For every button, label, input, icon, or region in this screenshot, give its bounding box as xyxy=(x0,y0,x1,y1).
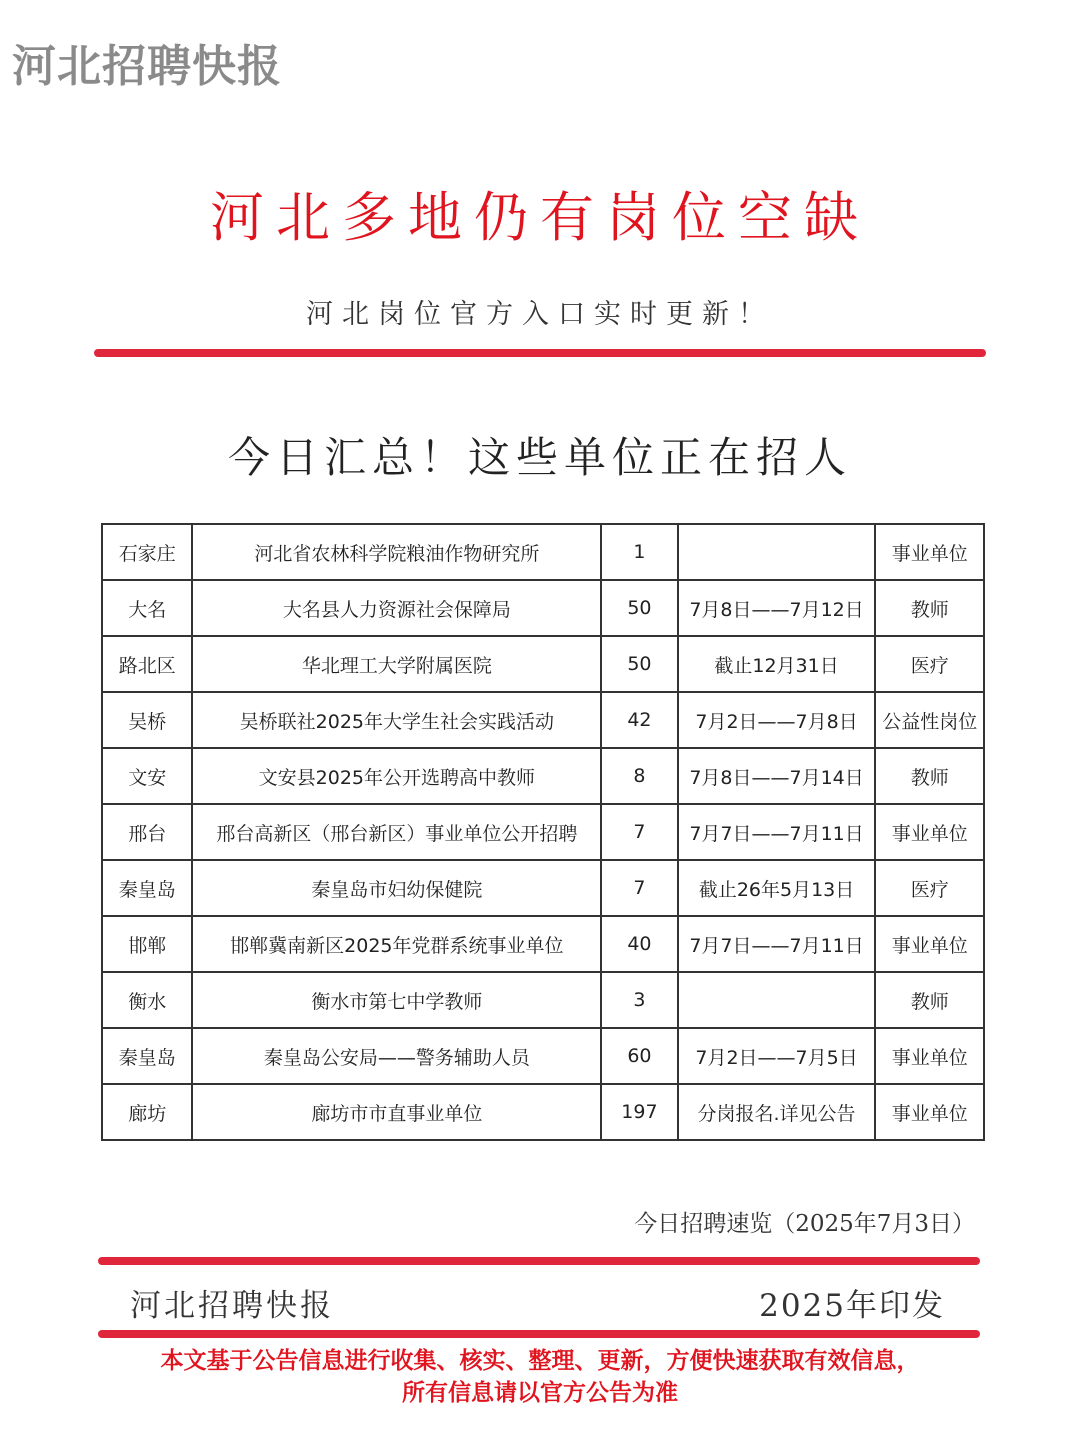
cell-type: 事业单位 xyxy=(875,916,984,972)
cell-count: 40 xyxy=(601,916,677,972)
cell-date: 截止26年5月13日 xyxy=(678,860,876,916)
divider-footer-top xyxy=(98,1257,980,1265)
cell-count: 7 xyxy=(601,860,677,916)
page-title: 河北多地仍有岗位空缺 xyxy=(210,186,870,249)
cell-unit: 秦皇岛公安局——警务辅助人员 xyxy=(192,1028,601,1084)
cell-city: 邢台 xyxy=(102,804,192,860)
cell-count: 1 xyxy=(601,524,677,580)
cell-type: 事业单位 xyxy=(875,524,984,580)
jobs-table xyxy=(101,523,985,1141)
cell-unit: 河北省农林科学院粮油作物研究所 xyxy=(192,524,601,580)
cell-type: 教师 xyxy=(875,748,984,804)
footer-publisher: 河北招聘快报 xyxy=(130,1288,334,1324)
cell-city: 秦皇岛 xyxy=(102,860,192,916)
date-line: 今日招聘速览（2025年7月3日） xyxy=(634,1211,975,1237)
footer-issue-year: 2025年印发 xyxy=(759,1288,945,1324)
cell-count: 50 xyxy=(601,636,677,692)
cell-count: 197 xyxy=(601,1084,677,1140)
cell-unit: 廊坊市市直事业单位 xyxy=(192,1084,601,1140)
cell-unit: 衡水市第七中学教师 xyxy=(192,972,601,1028)
cell-type: 事业单位 xyxy=(875,1084,984,1140)
cell-city: 路北区 xyxy=(102,636,192,692)
cell-date: 分岗报名.详见公告 xyxy=(678,1084,876,1140)
cell-unit: 文安县2025年公开选聘高中教师 xyxy=(192,748,601,804)
cell-city: 邯郸 xyxy=(102,916,192,972)
table-row xyxy=(102,916,984,972)
cell-type: 教师 xyxy=(875,580,984,636)
cell-city: 廊坊 xyxy=(102,1084,192,1140)
cell-unit: 秦皇岛市妇幼保健院 xyxy=(192,860,601,916)
section-title: 今日汇总！这些单位正在招人 xyxy=(227,433,852,482)
disclaimer-line-2: 所有信息请以官方公告为准 xyxy=(402,1380,678,1406)
disclaimer-note xyxy=(0,1345,1080,1409)
cell-count: 8 xyxy=(601,748,677,804)
table-row xyxy=(102,860,984,916)
cell-unit: 吴桥联社2025年大学生社会实践活动 xyxy=(192,692,601,748)
cell-city: 吴桥 xyxy=(102,692,192,748)
cell-date: 截止12月31日 xyxy=(678,636,876,692)
cell-type: 事业单位 xyxy=(875,804,984,860)
cell-date: 7月8日——7月14日 xyxy=(678,748,876,804)
cell-type: 教师 xyxy=(875,972,984,1028)
cell-date xyxy=(678,972,876,1028)
watermark-logo: 河北招聘快报 xyxy=(12,41,282,92)
divider-footer-bottom xyxy=(98,1330,980,1338)
cell-city: 秦皇岛 xyxy=(102,1028,192,1084)
cell-count: 50 xyxy=(601,580,677,636)
cell-type: 医疗 xyxy=(875,860,984,916)
cell-date: 7月7日——7月11日 xyxy=(678,916,876,972)
cell-city: 衡水 xyxy=(102,972,192,1028)
table-row xyxy=(102,804,984,860)
cell-type: 事业单位 xyxy=(875,1028,984,1084)
table-row xyxy=(102,580,984,636)
cell-count: 7 xyxy=(601,804,677,860)
table-row xyxy=(102,524,984,580)
cell-type: 医疗 xyxy=(875,636,984,692)
cell-city: 石家庄 xyxy=(102,524,192,580)
cell-unit: 华北理工大学附属医院 xyxy=(192,636,601,692)
cell-count: 60 xyxy=(601,1028,677,1084)
cell-date: 7月2日——7月5日 xyxy=(678,1028,876,1084)
cell-date: 7月8日——7月12日 xyxy=(678,580,876,636)
cell-count: 3 xyxy=(601,972,677,1028)
cell-city: 文安 xyxy=(102,748,192,804)
cell-type: 公益性岗位 xyxy=(875,692,984,748)
disclaimer-line-1: 本文基于公告信息进行收集、核实、整理、更新，方便快速获取有效信息， xyxy=(160,1348,920,1374)
table-row xyxy=(102,972,984,1028)
page-subtitle: 河北岗位官方入口实时更新！ xyxy=(306,299,774,330)
cell-city: 大名 xyxy=(102,580,192,636)
cell-unit: 大名县人力资源社会保障局 xyxy=(192,580,601,636)
table-row xyxy=(102,1084,984,1140)
table-row xyxy=(102,636,984,692)
divider-top xyxy=(94,349,986,357)
table-row xyxy=(102,1028,984,1084)
cell-date: 7月2日——7月8日 xyxy=(678,692,876,748)
cell-date xyxy=(678,524,876,580)
cell-date: 7月7日——7月11日 xyxy=(678,804,876,860)
cell-unit: 邢台高新区（邢台新区）事业单位公开招聘 xyxy=(192,804,601,860)
table-row xyxy=(102,692,984,748)
cell-unit: 邯郸冀南新区2025年党群系统事业单位 xyxy=(192,916,601,972)
cell-count: 42 xyxy=(601,692,677,748)
table-row xyxy=(102,748,984,804)
